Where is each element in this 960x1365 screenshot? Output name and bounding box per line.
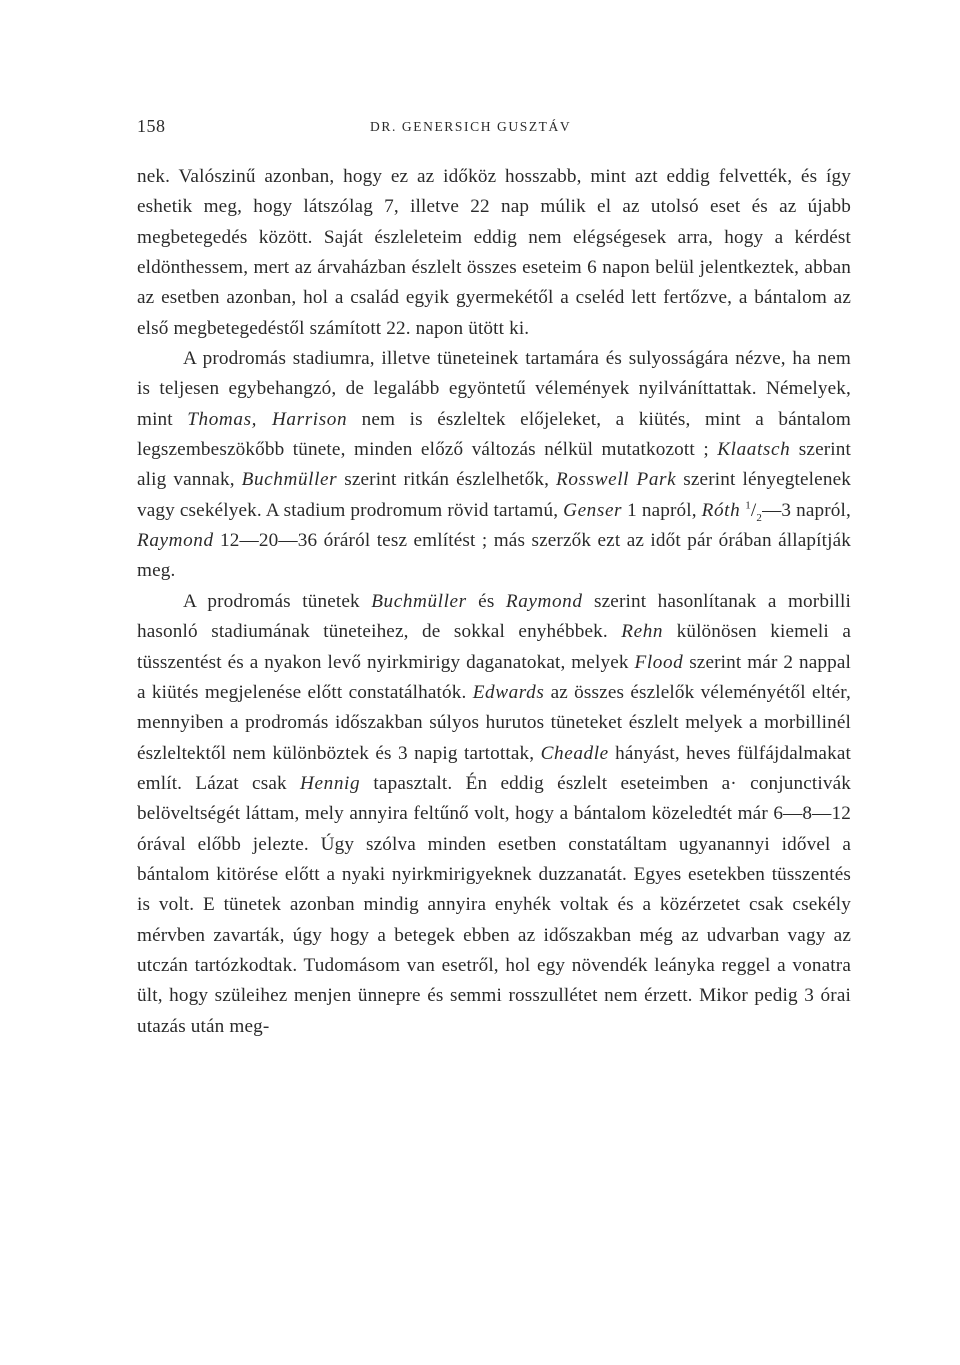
text-run: különösen kiemeli a tüsszentést és a nyakon levő nyirkmirigy daganatokat, melyek <box>137 621 851 673</box>
text-run: 12—20—36 óráról tesz említést ; más szerzők ezt az időt pár órában állapítják meg. <box>137 530 851 582</box>
author-name: Róth <box>701 499 741 521</box>
author-name: Klaatsch <box>717 439 791 461</box>
text-run: nem is észleltek előjeleket, a kiütés, mint a bántalom legszembeszökőbb tünete, minden előző változás nélkül mutatkozott ; <box>137 408 851 461</box>
paragraph <box>137 587 851 1042</box>
author-name: Hennig <box>300 772 361 794</box>
author-name: Buchmüller <box>371 590 467 612</box>
text-run: az összes észlelők véleményétől eltér, mennyiben a prodromás időszakban súlyos hurutos tüneteket észlelt melyek a morbillinél észleltektől nem különböztek és 3 napig tartottak, <box>137 681 851 764</box>
text-run: hányást, heves fülfájdalmakat említ. Lázat csak <box>137 742 851 794</box>
author-name: Raymond <box>505 590 583 612</box>
running-head: DR. GENERSICH GUSZTÁV <box>370 119 572 134</box>
text-run: A prodromás tünetek <box>183 590 372 612</box>
text-run: szerint alig vannak, <box>137 439 851 491</box>
author-name: Edwards <box>472 681 545 703</box>
author-name: Rosswell Park <box>556 469 677 491</box>
author-name: Genser <box>563 499 623 521</box>
text-run: —3 napról, <box>762 499 851 521</box>
paragraph <box>137 344 851 587</box>
text-run: tapasztalt. Én eddig észlelt eseteimben a· conjunctivák belöveltségét láttam, mely annyira feltűnő volt, hogy a bántalom közeledtét már 6—8—12 órával előbb jelezte. Úgy szólva minden esetben constatáltam ugyanannyi idővel a bántalom kitörése előtt a nyaki nyirkmirigyeknek duzzanatát. Egyes esetekben tüsszentés is volt. E tünetek azonban mindig annyira enyhék voltak és a közérzetet csak csekély mérvben zavarták, úgy hogy a betegek ebben az időszakban még az udvarban vagy az utczán tartózkodtak. Tudomásom van esetről, hol egy növendék leányka reggel a vonatra ült, hogy szüleihez menjen ünnepre és semmi rosszullétet nem érzett. Mikor pedig 3 órai utazás után meg- <box>137 772 852 1037</box>
author-name: Cheadle <box>540 742 609 764</box>
author-name: Buchmüller <box>241 469 338 491</box>
text-run: szerint hasonlítanak a morbilli hasonló stadiumának tüneteihez, de sokkal enyhébbek. <box>137 590 851 643</box>
fraction-numerator: 1 <box>745 499 751 512</box>
page-number: 158 <box>137 116 166 136</box>
paragraph <box>137 162 851 344</box>
text-run: szerint ritkán észlelhetők, <box>337 469 557 491</box>
text-run: szerint már 2 nappal a kiütés megjelenése előtt constatálhatók. <box>137 651 851 703</box>
body-text <box>137 162 851 1042</box>
fraction-denominator: 2 <box>756 511 763 524</box>
text-run: nek. Valószinű azonban, hogy ez az időköz hosszabb, mint azt eddig felvették, és így eshetik meg, hogy látszólag 7, illetve 22 nap múlik el az utolsó eset és az újabb megbetegedés között. Saját észleleteim eddig nem elégségesek arra, hogy a kérdést eldönthessem, mert az árvaházban észlelt összes eseteim 6 napon belül jelentkeztek, abban az esetben azonban, hol a család egyik gyermekétől a cseléd lett fertőzve, a bántalom az első megbetegedéstől számított 22. napon ütött ki. <box>137 166 851 339</box>
author-name: Raymond <box>137 530 214 552</box>
text-run: szerint lényegtelenek vagy csekélyek. A stadium prodromum rövid tartamú, <box>137 469 851 521</box>
author-name: Rehn <box>621 621 664 643</box>
text-run: A prodromás stadiumra, illetve tüneteinek tartamára és sulyosságára nézve, ha nem is teljesen egybehangzó, de legalább egyöntetű vélemények nyilváníttattak. Némelyek, mint <box>137 348 851 430</box>
author-name: Flood <box>634 651 684 673</box>
text-run: 1 napról, <box>622 499 702 521</box>
author-name: Thomas, Harrison <box>187 408 348 430</box>
page-header <box>137 116 850 142</box>
text-run: / <box>750 499 757 521</box>
text-run: és <box>466 590 506 612</box>
